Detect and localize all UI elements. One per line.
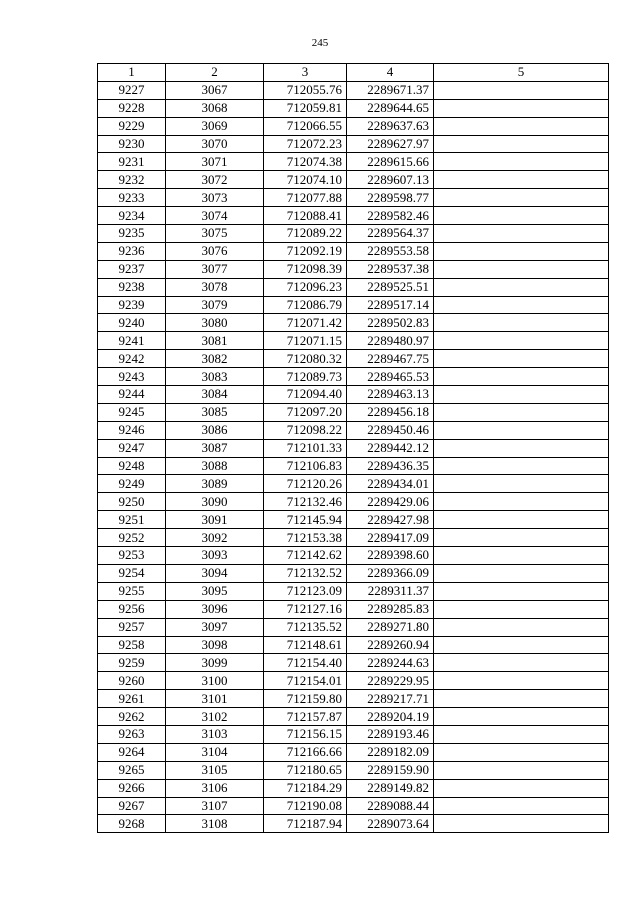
table-cell: 2289564.37 [347,225,434,243]
table-cell: 3067 [166,81,264,99]
table-row [98,779,609,797]
table-cell: 9254 [98,564,166,582]
table-cell: 712142.62 [264,547,347,565]
table-cell: 2289517.14 [347,296,434,314]
table-cell: 9262 [98,708,166,726]
table-cell: 2289182.09 [347,743,434,761]
table-cell: 9248 [98,457,166,475]
table-cell: 3068 [166,99,264,117]
table-cell: 2289502.83 [347,314,434,332]
table-cell: 3073 [166,189,264,207]
table-cell: 9255 [98,582,166,600]
table-cell [434,153,609,171]
coordinates-table [97,63,609,833]
table-cell: 3080 [166,314,264,332]
table-cell: 2289671.37 [347,81,434,99]
table-cell: 712072.23 [264,135,347,153]
table-cell: 2289271.80 [347,618,434,636]
table-cell: 2289463.13 [347,386,434,404]
table-cell: 712089.22 [264,225,347,243]
table-cell: 9260 [98,672,166,690]
table-cell: 3071 [166,153,264,171]
table-row [98,654,609,672]
table-cell: 9249 [98,475,166,493]
table-cell: 9242 [98,350,166,368]
table-cell: 2289465.53 [347,368,434,386]
table-cell: 9265 [98,761,166,779]
table-cell [434,332,609,350]
table-cell: 3087 [166,439,264,457]
column-header: 2 [166,64,264,82]
table-row [98,743,609,761]
table-cell [434,403,609,421]
table-cell: 712132.52 [264,564,347,582]
table-cell: 3079 [166,296,264,314]
table-cell [434,368,609,386]
table-row [98,672,609,690]
table-cell: 3095 [166,582,264,600]
table-cell: 3098 [166,636,264,654]
table-cell: 712094.40 [264,386,347,404]
table-cell [434,242,609,260]
table-cell [434,708,609,726]
column-header: 5 [434,64,609,82]
table-cell: 712148.61 [264,636,347,654]
table-row [98,260,609,278]
table-cell: 712127.16 [264,600,347,618]
table-cell: 9239 [98,296,166,314]
table-cell: 2289627.97 [347,135,434,153]
table-row [98,242,609,260]
table-cell: 9227 [98,81,166,99]
table-cell: 9252 [98,529,166,547]
table-cell [434,314,609,332]
table-cell: 3070 [166,135,264,153]
table-row [98,135,609,153]
table-cell: 9238 [98,278,166,296]
table-row [98,207,609,225]
table-cell: 2289088.44 [347,797,434,815]
table-row [98,189,609,207]
table-row [98,636,609,654]
table-cell [434,171,609,189]
table-row [98,761,609,779]
table-cell [434,797,609,815]
table-cell: 9243 [98,368,166,386]
table-cell: 3108 [166,815,264,833]
table-cell: 3105 [166,761,264,779]
table-cell: 2289525.51 [347,278,434,296]
table-cell: 3091 [166,511,264,529]
table-cell: 9268 [98,815,166,833]
table-cell: 3097 [166,618,264,636]
table-cell: 3101 [166,690,264,708]
table-cell: 712074.10 [264,171,347,189]
table-cell: 3084 [166,386,264,404]
table-cell: 712086.79 [264,296,347,314]
table-cell: 2289615.66 [347,153,434,171]
table-cell: 2289193.46 [347,725,434,743]
table-cell: 3102 [166,708,264,726]
table-cell: 2289607.13 [347,171,434,189]
table-cell: 3093 [166,547,264,565]
table-cell: 712145.94 [264,511,347,529]
column-header: 1 [98,64,166,82]
table-cell: 2289582.46 [347,207,434,225]
table-row [98,618,609,636]
table-cell: 9264 [98,743,166,761]
table-cell: 3107 [166,797,264,815]
column-header: 3 [264,64,347,82]
table-cell: 712166.66 [264,743,347,761]
table-cell [434,761,609,779]
table-cell: 3099 [166,654,264,672]
table-cell: 712059.81 [264,99,347,117]
table-row [98,708,609,726]
table-cell: 712092.19 [264,242,347,260]
table-cell: 712132.46 [264,493,347,511]
table-cell: 712159.80 [264,690,347,708]
table-row [98,386,609,404]
table-cell: 9236 [98,242,166,260]
table-cell: 3085 [166,403,264,421]
table-cell: 9251 [98,511,166,529]
table-cell: 3094 [166,564,264,582]
table-cell [434,421,609,439]
table-cell: 2289073.64 [347,815,434,833]
table-cell: 9253 [98,547,166,565]
table-cell: 3096 [166,600,264,618]
table-cell [434,296,609,314]
table-cell: 9247 [98,439,166,457]
table-cell: 712055.76 [264,81,347,99]
table-cell: 3092 [166,529,264,547]
table-cell: 2289311.37 [347,582,434,600]
table-cell [434,260,609,278]
table-cell: 3078 [166,278,264,296]
table-header-row [98,64,609,82]
table-cell: 712123.09 [264,582,347,600]
table-cell [434,618,609,636]
table-cell: 9241 [98,332,166,350]
table-cell: 9257 [98,618,166,636]
table-cell: 2289366.09 [347,564,434,582]
table-cell [434,225,609,243]
table-row [98,600,609,618]
table-cell: 712098.39 [264,260,347,278]
table-row [98,403,609,421]
table-cell [434,189,609,207]
table-cell: 9240 [98,314,166,332]
table-cell: 712135.52 [264,618,347,636]
table-cell: 3083 [166,368,264,386]
table-cell [434,278,609,296]
table-cell: 3106 [166,779,264,797]
table-row [98,278,609,296]
table-row [98,171,609,189]
table-cell: 712074.38 [264,153,347,171]
table-cell: 2289217.71 [347,690,434,708]
table-cell: 3076 [166,242,264,260]
table-cell: 712071.42 [264,314,347,332]
table-row [98,493,609,511]
table-cell [434,207,609,225]
table-row [98,153,609,171]
table-cell: 712190.08 [264,797,347,815]
table-cell: 9234 [98,207,166,225]
table-cell [434,654,609,672]
table-cell: 9233 [98,189,166,207]
table-body [98,81,609,832]
table-cell [434,725,609,743]
table-cell [434,386,609,404]
table-cell: 712098.22 [264,421,347,439]
table-row [98,457,609,475]
table-cell [434,99,609,117]
table-cell: 2289598.77 [347,189,434,207]
table-cell [434,475,609,493]
table-cell: 9232 [98,171,166,189]
table-cell [434,457,609,475]
table-cell: 9258 [98,636,166,654]
table-cell: 9261 [98,690,166,708]
table-cell: 712120.26 [264,475,347,493]
table-row [98,350,609,368]
table-cell: 9229 [98,117,166,135]
table-cell: 9230 [98,135,166,153]
table-cell [434,511,609,529]
table-row [98,421,609,439]
table-cell: 712088.41 [264,207,347,225]
table-cell: 712101.33 [264,439,347,457]
table-cell [434,135,609,153]
table-cell: 712089.73 [264,368,347,386]
table-cell: 3100 [166,672,264,690]
table-cell: 2289429.06 [347,493,434,511]
table-cell: 9267 [98,797,166,815]
table-row [98,725,609,743]
table-cell: 9235 [98,225,166,243]
table-cell [434,636,609,654]
table-cell: 2289159.90 [347,761,434,779]
table-cell: 2289637.63 [347,117,434,135]
table-cell: 3082 [166,350,264,368]
table-cell: 712077.88 [264,189,347,207]
table-cell: 2289149.82 [347,779,434,797]
table-row [98,439,609,457]
table-cell: 2289285.83 [347,600,434,618]
table-cell [434,779,609,797]
table-cell: 3088 [166,457,264,475]
table-cell: 3081 [166,332,264,350]
table-row [98,511,609,529]
table-cell [434,690,609,708]
table-row [98,815,609,833]
table-cell: 3075 [166,225,264,243]
table-row [98,225,609,243]
table-cell: 712154.01 [264,672,347,690]
table-row [98,529,609,547]
table-cell: 712080.32 [264,350,347,368]
table-cell: 3072 [166,171,264,189]
table-cell: 712096.23 [264,278,347,296]
table-cell: 712154.40 [264,654,347,672]
table-cell: 712066.55 [264,117,347,135]
table-row [98,582,609,600]
table-cell: 3074 [166,207,264,225]
table-cell [434,815,609,833]
table-cell [434,547,609,565]
table-row [98,368,609,386]
table-cell: 9245 [98,403,166,421]
table-cell: 712097.20 [264,403,347,421]
table-cell: 2289427.98 [347,511,434,529]
table-cell: 2289204.19 [347,708,434,726]
table-cell: 712153.38 [264,529,347,547]
table-cell: 2289434.01 [347,475,434,493]
table-cell: 3069 [166,117,264,135]
table-cell: 9228 [98,99,166,117]
table-cell: 9231 [98,153,166,171]
table-cell: 9266 [98,779,166,797]
table-cell: 2289442.12 [347,439,434,457]
table-cell [434,600,609,618]
table-cell: 712156.15 [264,725,347,743]
table-cell: 712106.83 [264,457,347,475]
column-header: 4 [347,64,434,82]
table-cell: 9246 [98,421,166,439]
table-row [98,797,609,815]
table-row [98,690,609,708]
page-number: 245 [311,37,329,49]
table-row [98,332,609,350]
table-cell: 2289398.60 [347,547,434,565]
table-cell: 9256 [98,600,166,618]
table-cell: 3089 [166,475,264,493]
table-cell [434,564,609,582]
table-cell [434,529,609,547]
table-cell: 3103 [166,725,264,743]
table-cell [434,493,609,511]
table-cell: 712071.15 [264,332,347,350]
table-cell: 2289553.58 [347,242,434,260]
table-cell: 9237 [98,260,166,278]
table-cell: 2289537.38 [347,260,434,278]
table-cell: 712180.65 [264,761,347,779]
table-cell: 2289417.09 [347,529,434,547]
table-cell: 712157.87 [264,708,347,726]
table-cell: 2289244.63 [347,654,434,672]
table-cell: 712184.29 [264,779,347,797]
table-row [98,547,609,565]
table-cell [434,582,609,600]
table-cell: 9263 [98,725,166,743]
table-cell: 9250 [98,493,166,511]
table-row [98,81,609,99]
table-cell: 712187.94 [264,815,347,833]
table-cell: 2289456.18 [347,403,434,421]
table-cell [434,350,609,368]
table-cell: 3104 [166,743,264,761]
table-cell: 2289480.97 [347,332,434,350]
table-cell [434,439,609,457]
table-cell: 9244 [98,386,166,404]
table-cell: 3090 [166,493,264,511]
table-cell: 2289260.94 [347,636,434,654]
table-cell: 9259 [98,654,166,672]
table-cell: 3077 [166,260,264,278]
table-cell: 3086 [166,421,264,439]
table-cell [434,743,609,761]
table-cell: 2289467.75 [347,350,434,368]
table-row [98,564,609,582]
table-row [98,99,609,117]
table-cell [434,81,609,99]
table-row [98,117,609,135]
table-cell [434,117,609,135]
table-cell [434,672,609,690]
table-cell: 2289229.95 [347,672,434,690]
table-row [98,475,609,493]
table-row [98,296,609,314]
table-cell: 2289436.35 [347,457,434,475]
table-cell: 2289644.65 [347,99,434,117]
table-row [98,314,609,332]
table-cell: 2289450.46 [347,421,434,439]
